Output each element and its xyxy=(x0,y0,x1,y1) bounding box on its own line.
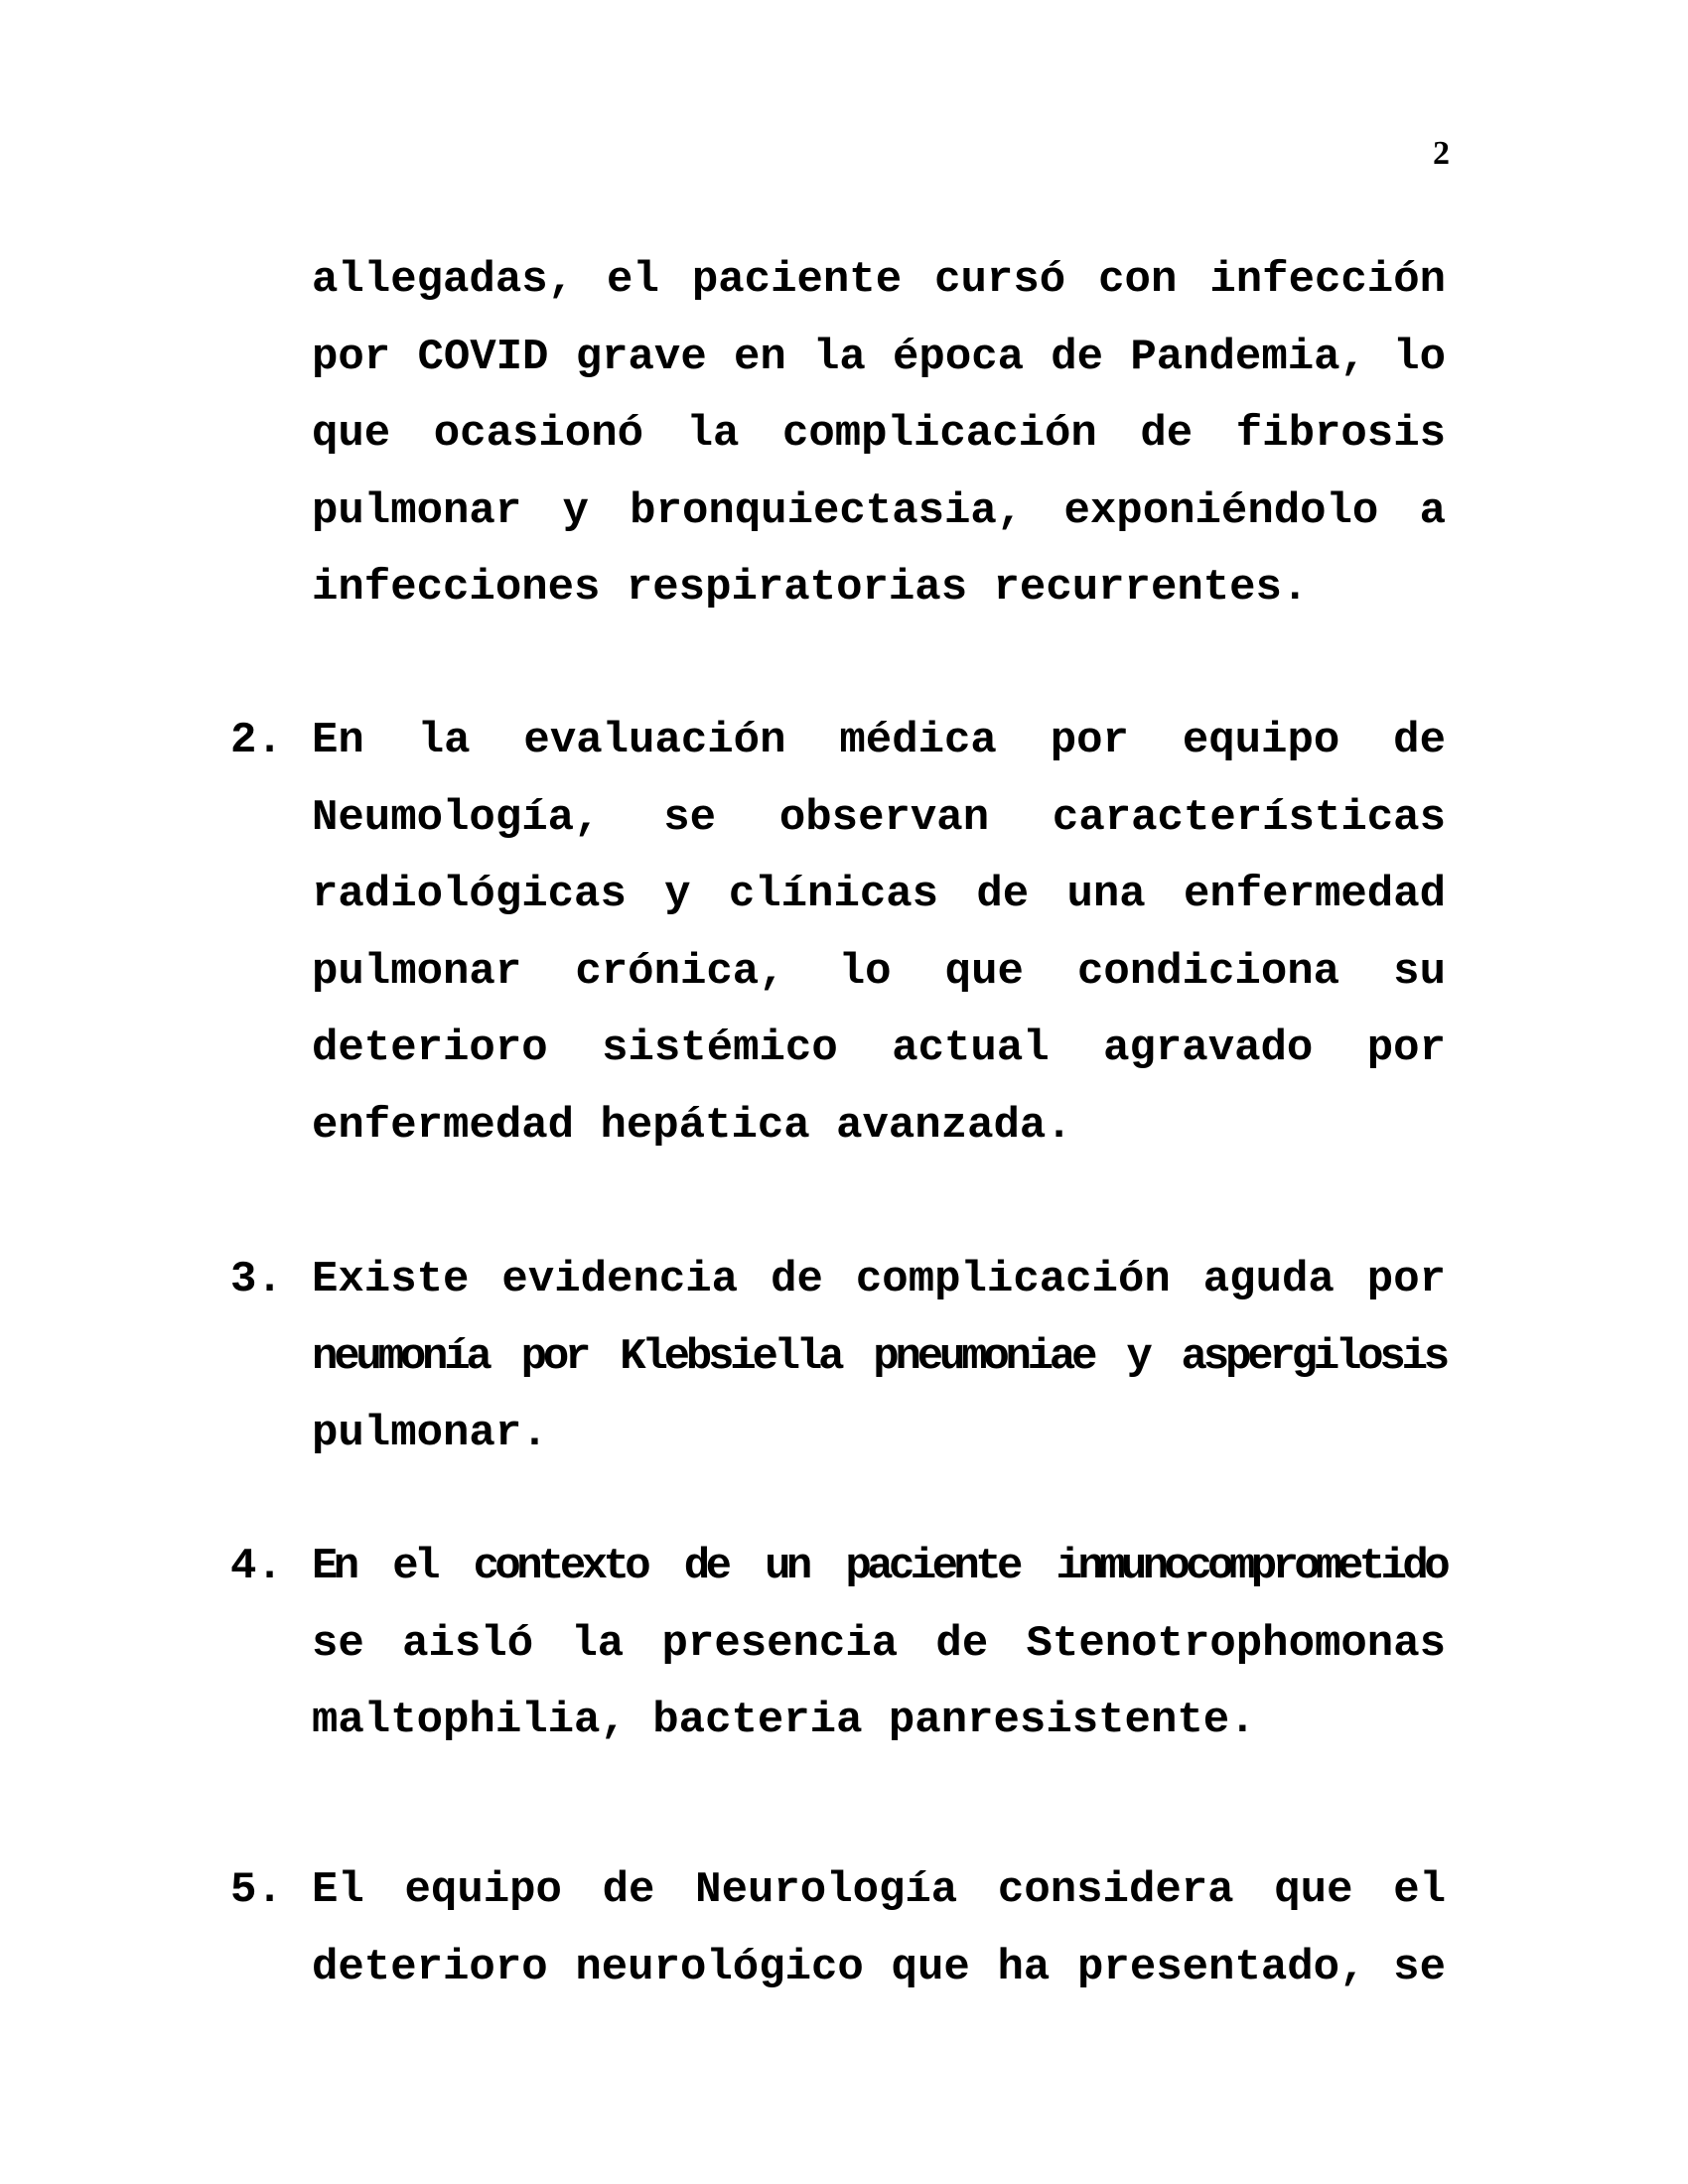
text-line: Neumología, se observan características xyxy=(312,792,1446,843)
text-line: En la evaluación médica por equipo de xyxy=(312,716,1446,765)
list-number: 2. xyxy=(230,716,283,765)
text-line: Existe evidencia de complicación aguda por xyxy=(312,1255,1446,1304)
text-line: radiológicas y clínicas de una enfermedad xyxy=(312,870,1446,919)
text-line: enfermedad hepática avanzada. xyxy=(312,1100,1072,1151)
list-item-3 xyxy=(312,1242,1446,1473)
list-number: 4. xyxy=(230,1542,283,1591)
list-item-5 xyxy=(312,1852,1446,2006)
list-item-2 xyxy=(312,703,1446,1164)
list-item-4 xyxy=(312,1529,1446,1760)
text-line: pulmonar crónica, lo que condiciona su xyxy=(312,946,1446,997)
paragraph-continuation xyxy=(312,242,1446,627)
list-number: 3. xyxy=(230,1255,283,1304)
text-line: deterioro neurológico que ha presentado, se xyxy=(312,1942,1446,1992)
text-line: En el contexto de un paciente inmunocomprometido xyxy=(312,1542,1446,1591)
text-line: por COVID grave en la época de Pandemia, lo xyxy=(312,332,1446,382)
text-line: neumonía por Klebsiella pneumoniae y aspergilosis xyxy=(312,1331,1446,1382)
text-line: allegadas, el paciente cursó con infección xyxy=(312,255,1446,305)
text-line: deterioro sistémico actual agravado por xyxy=(312,1024,1446,1073)
text-line: maltophilia, bacteria panresistente. xyxy=(312,1696,1256,1745)
text-line: se aisló la presencia de Stenotrophomonas xyxy=(312,1618,1446,1669)
page-number: 2 xyxy=(1433,135,1450,172)
text-line: que ocasionó la complicación de fibrosis xyxy=(312,409,1446,459)
text-line: El equipo de Neurología considera que el xyxy=(312,1865,1446,1915)
list-number: 5. xyxy=(230,1865,283,1915)
text-line: pulmonar. xyxy=(312,1409,548,1458)
text-line: pulmonar y bronquiectasia, exponiéndolo a xyxy=(312,485,1446,536)
text-line: infecciones respiratorias recurrentes. xyxy=(312,563,1309,613)
